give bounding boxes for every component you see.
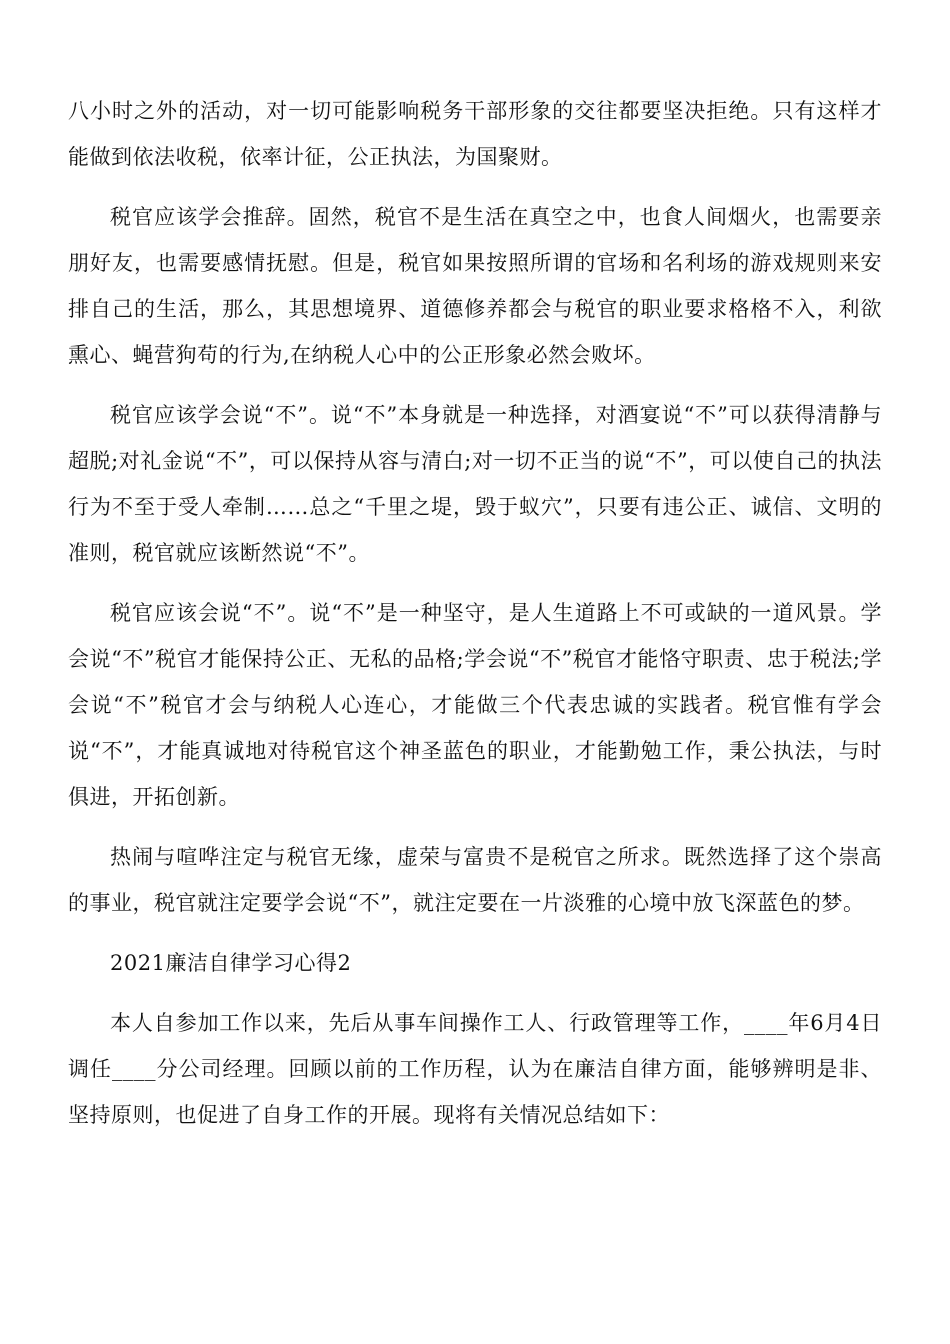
- section-paragraph-1: 本人自参加工作以来，先后从事车间操作工人、行政管理等工作，____年6月4日调任____分公司经理。回顾以前的工作历程，认为在廉洁自律方面，能够辨明是非、坚持原则，也促进了自身工作的开展。现将有关情况总结如下：: [68, 1011, 882, 1127]
- paragraph-3: 税官应该学会说“不”。说“不”本身就是一种选择，对酒宴说“不”可以获得清静与超脱;对礼金说“不”，可以保持从容与清白;对一切不正当的说“不”，可以使自己的执法行为不至于受人牵制……总之“千里之堤，毁于蚁穴”，只要有违公正、诚信、文明的准则，税官就应该断然说“不”。: [68, 403, 882, 565]
- paragraph-4: 税官应该会说“不”。说“不”是一种坚守，是人生道路上不可或缺的一道风景。学会说“不”税官才能保持公正、无私的品格;学会说“不”税官才能恪守职责、忠于税法;学会说“不”税官才会与纳税人心连心，才能做三个代表忠诚的实践者。税官惟有学会说“不”，才能真诚地对待税官这个神圣蓝色的职业，才能勤勉工作，秉公执法，与时俱进，开拓创新。: [68, 601, 882, 809]
- document-body: [68, 88, 882, 1152]
- paragraph-1: 八小时之外的活动，对一切可能影响税务干部形象的交往都要坚决拒绝。只有这样才能做到依法收税，依率计征，公正执法，为国聚财。: [68, 99, 882, 169]
- paragraph-5: 热闹与喧哗注定与税官无缘，虚荣与富贵不是税官之所求。既然选择了这个崇高的事业，税官就注定要学会说“不”，就注定要在一片淡雅的心境中放飞深蓝色的梦。: [68, 845, 882, 915]
- section-title: 2021廉洁自律学习心得2: [110, 951, 352, 975]
- paragraph-2: 税官应该学会推辞。固然，税官不是生活在真空之中，也食人间烟火，也需要亲朋好友，也需要感情抚慰。但是，税官如果按照所谓的官场和名利场的游戏规则来安排自己的生活，那么，其思想境界、道德修养都会与税官的职业要求格格不入，利欲熏心、蝇营狗苟的行为,在纳税人心中的公正形象必然会败坏。: [68, 205, 882, 367]
